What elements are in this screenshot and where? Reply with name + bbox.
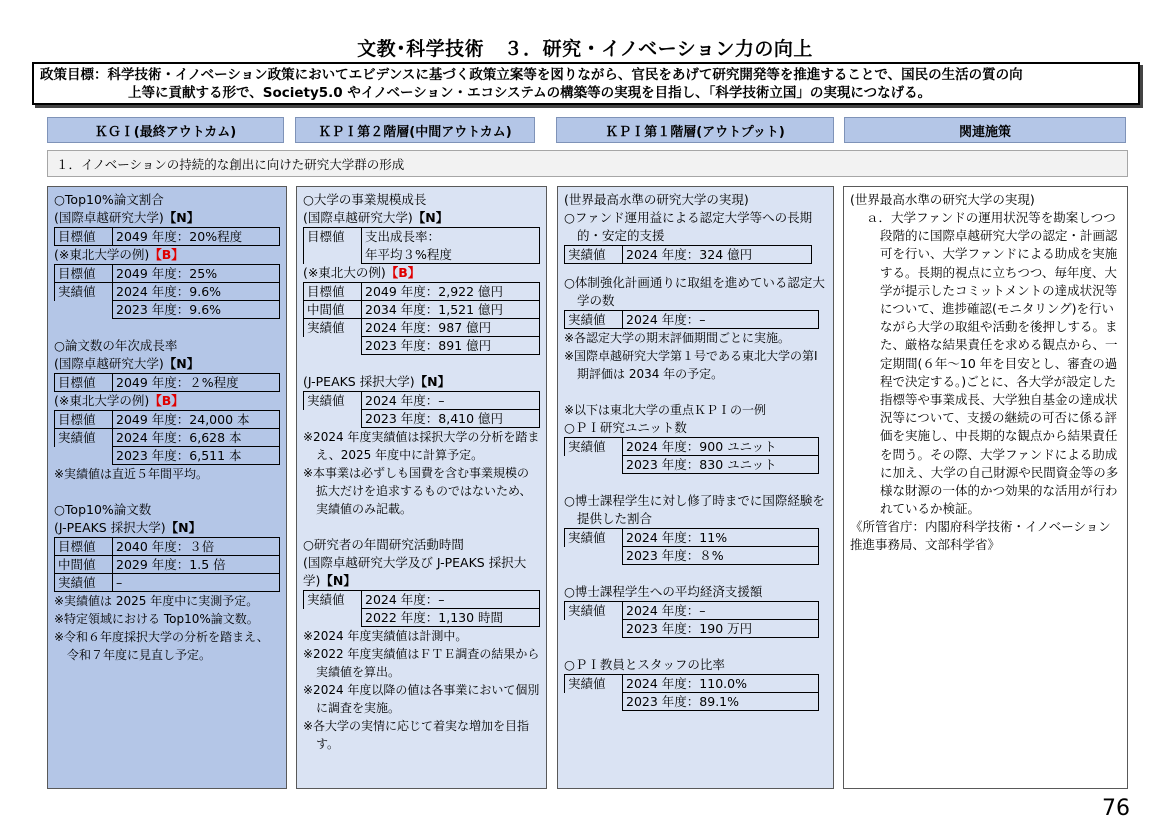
kpi2-3-table: 実績値 2024 年度：– 2022 年度：1,130 時間	[303, 590, 540, 627]
kpi2-1-example-table: 目標値 2049 年度：2,922 億円 中間値 2034 年度：1,521 億円 実績値 2024 年度：987 億円 2023 年度：891 億円	[303, 282, 540, 355]
section-title: １．イノベーションの持続的な創出に向けた研究大学群の形成	[47, 150, 1128, 177]
kgi2-sub: (国際卓越研究大学)【N】	[54, 356, 200, 371]
header-measures: 関連施策	[844, 117, 1126, 143]
kpi2-column	[296, 186, 547, 789]
kpi2-3-note: ※各大学の実情に応じて着実な増加を目指す。	[303, 719, 530, 751]
kgi3-note: ※特定領域における Top10%論文数。	[54, 612, 259, 626]
kpi1-4-title: ○博士課程学生に対し修了時までに国際経験を提供した割合	[564, 493, 825, 526]
kpi2-2-sub: (J-PEAKS 採択大学)【N】	[303, 374, 451, 389]
measures-column	[843, 186, 1128, 789]
kpi1-5-table: 実績値 2024 年度：– 2023 年度：190 万円	[564, 601, 819, 638]
kgi1-title: ○Top10%論文割合	[54, 192, 164, 207]
kpi2-3-note: ※2024 年度以降の値は各事業において個別に調査を実施。	[303, 683, 540, 715]
kpi1-2-note: ※各認定大学の期末評価期間ごとに実施。	[564, 331, 791, 345]
kgi3-sub: (J-PEAKS 採択大学)【N】	[54, 520, 202, 535]
kpi1-1-title: ○ファンド運用益による認定大学等への長期的・安定的支援	[564, 210, 813, 243]
header-kgi: ＫＧＩ(最終アウトカム)	[47, 117, 284, 143]
kgi1-table: 目標値 2049 年度：20%程度	[54, 227, 280, 246]
kgi3-note: ※実績値は 2025 年度中に実測予定。	[54, 594, 259, 608]
kgi2-example: (※東北大学の例)【B】	[54, 393, 184, 408]
kpi2-3-note: ※2022 年度実績値はＦＴＥ調査の結果から実績値を算出。	[303, 647, 540, 679]
header-kpi2: ＫＰＩ第２階層(中間アウトカム)	[295, 117, 535, 143]
kpi2-1-example: (※東北大の例)【B】	[303, 265, 421, 280]
kpi2-2-note: ※本事業は必ずしも国費を含む事業規模の拡大だけを追求するものではないため、実績値のみ記載。	[303, 466, 532, 516]
kgi1-sub: (国際卓越研究大学)【N】	[54, 210, 200, 225]
kpi1-example-note: ※以下は東北大学の重点ＫＰＩの一例	[564, 403, 767, 417]
kpi1-6-title: ○ＰＩ教員とスタッフの比率	[564, 657, 725, 672]
measures-intro: (世界最高水準の研究大学の実現)	[850, 192, 1035, 207]
kpi1-3-title: ○ＰＩ研究ユニット数	[564, 420, 687, 435]
kpi1-column	[557, 186, 834, 789]
kpi2-3-title: ○研究者の年間研究活動時間	[303, 537, 464, 552]
kgi3-title: ○Top10%論文数	[54, 502, 152, 517]
kpi1-2-title: ○体制強化計画通りに取組を進めている認定大学の数	[564, 275, 825, 308]
measures-item-a: ａ．大学ファンドの運用状況等を勘案しつつ段階的に国際卓越研究大学の認定・計画認可を行い、大学ファンドによる助成を実施する。長期的視点に立ちつつ、毎年度、大学が提示したコミットメントの達成状況等について、進捗確認(モニタリング)を行いながら大学の取組や活動を後押しする。また、厳格な結果責任を求める観点から、一定期間(６年～10 年を目安とし、審査の過程で決定する。)ごとに、各大学が設定した指標等や事業成長、大学独自基金の達成状況等について、支援の継続の可否に係る評価を実施し、中長期的な観点から結果責任を問う。その際、大学ファンドによる助成に加え、大学の自己財源や民間資金等の多様な財源の一体的かつ効果的な活用が行われているか検証。	[866, 210, 1119, 517]
header-kpi1: ＫＰＩ第１階層(アウトプット)	[556, 117, 834, 143]
kpi1-4-table: 実績値 2024 年度：11% 2023 年度：８%	[564, 528, 819, 565]
policy-goal-line2: 上等に貢献する形で、Society5.0 やイノベーション・エコシステムの構築等の実現を目指し、「科学技術立国」の実現につなげる。	[128, 85, 932, 101]
kpi1-1-table: 実績値 2024 年度：324 億円	[564, 245, 812, 264]
kgi2-example-table: 目標値 2049 年度：24,000 本 実績値 2024 年度：6,628 本 2023 年度：6,511 本	[54, 410, 280, 465]
kpi2-2-table: 実績値 2024 年度：– 2023 年度：8,410 億円	[303, 391, 540, 428]
kgi3-note: ※令和６年度採択大学の分析を踏まえ、令和７年度に見直し予定。	[54, 630, 269, 662]
kgi1-example: (※東北大学の例)【B】	[54, 247, 184, 262]
kgi2-table: 目標値 2049 年度：２%程度	[54, 373, 280, 392]
kgi1-example-table: 目標値 2049 年度：25% 実績値 2024 年度：9.6% 2023 年度：9.6%	[54, 264, 280, 319]
kpi2-3-note: ※2024 年度実績値は計測中。	[303, 629, 468, 643]
measures-ministry: 《所管省庁：内閣府科学技術・イノベーション推進事務局、文部科学省》	[850, 519, 1111, 553]
kpi1-3-table: 実績値 2024 年度：900 ユニット 2023 年度：830 ユニット	[564, 437, 819, 474]
kgi2-note: ※実績値は直近５年間平均。	[54, 467, 209, 481]
policy-goal	[32, 62, 1140, 105]
kgi2-title: ○論文数の年次成長率	[54, 338, 178, 353]
kpi1-2-table: 実績値 2024 年度：–	[564, 310, 819, 329]
page-number: 76	[1102, 796, 1130, 821]
kgi3-table: 目標値 2040 年度：３倍 中間値 2029 年度：1.5 倍 実績値 –	[54, 537, 280, 592]
kpi2-3-sub: (国際卓越研究大学及び J-PEAKS 採択大学)【N】	[303, 555, 527, 588]
kpi1-5-title: ○博士課程学生への平均経済支援額	[564, 584, 763, 599]
kpi1-2-note: ※国際卓越研究大学第１号である東北大学の第Ⅰ期評価は 2034 年の予定。	[564, 349, 818, 381]
kpi2-2-note: ※2024 年度実績値は採択大学の分析を踏まえ、2025 年度中に計算予定。	[303, 430, 540, 462]
policy-goal-line1: 政策目標：科学技術・イノベーション政策においてエビデンスに基づく政策立案等を図りながら、官民をあげて研究開発等を推進することで、国民の生活の質の向	[40, 67, 1023, 83]
kpi2-1-table: 目標値 支出成長率： 年平均３%程度	[303, 227, 540, 264]
kpi1-6-table: 実績値 2024 年度：110.0% 2023 年度：89.1%	[564, 674, 819, 711]
kpi2-1-sub: (国際卓越研究大学)【N】	[303, 210, 449, 225]
kgi-column	[47, 186, 287, 789]
page-title: 文教･科学技術 ３．研究・イノベーション力の向上	[357, 38, 813, 60]
kpi2-1-title: ○大学の事業規模成長	[303, 192, 427, 207]
kpi1-intro: (世界最高水準の研究大学の実現)	[564, 192, 749, 207]
